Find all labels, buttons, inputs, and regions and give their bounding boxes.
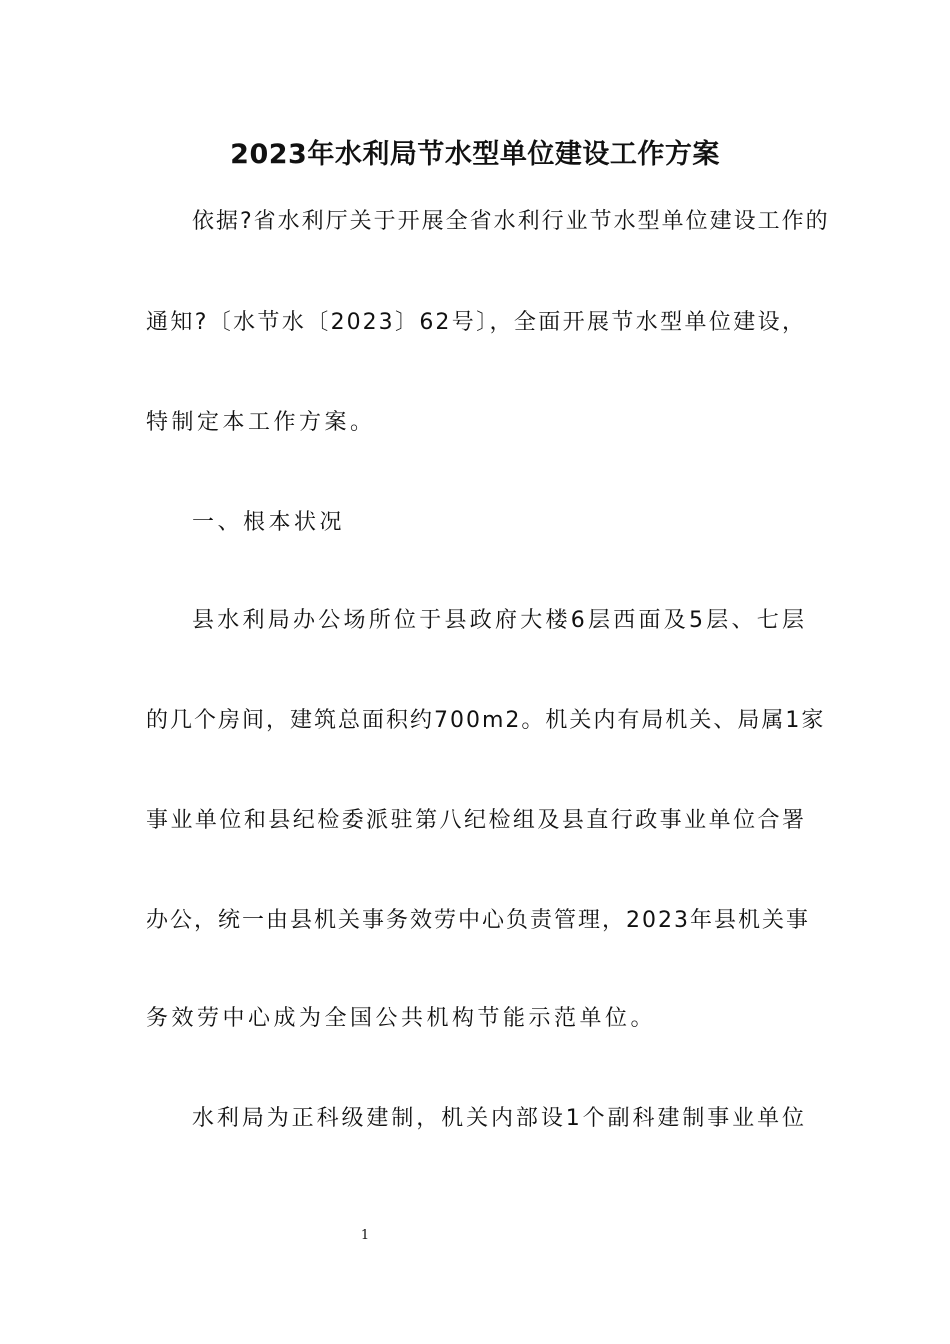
paragraph-line: 通知?〔水节水〔2023〕62号〕，全面开展节水型单位建设， bbox=[146, 310, 806, 335]
paragraph-line: 特制定本工作方案。 bbox=[146, 410, 376, 435]
paragraph-line: 事业单位和县纪检委派驻第八纪检组及县直行政事业单位合署 bbox=[146, 808, 806, 833]
paragraph-line: 的几个房间，建筑总面积约700m2。机关内有局机关、局属1家 bbox=[146, 708, 826, 733]
paragraph-line: 办公，统一由县机关事务效劳中心负责管理，2023年县机关事 bbox=[146, 908, 810, 933]
paragraph-line: 依据?省水利厅关于开展全省水利行业节水型单位建设工作的 bbox=[192, 209, 830, 234]
paragraph-line: 县水利局办公场所位于县政府大楼6层西面及5层、七层 bbox=[192, 608, 806, 633]
paragraph-line: 水利局为正科级建制，机关内部设1个副科建制事业单位 bbox=[192, 1106, 806, 1131]
paragraph-line: 务效劳中心成为全国公共机构节能示范单位。 bbox=[146, 1006, 657, 1031]
document-title: 2023年水利局节水型单位建设工作方案 bbox=[230, 139, 720, 170]
page-number: 1 bbox=[360, 1228, 370, 1243]
section-heading: 一、根本状况 bbox=[192, 510, 346, 535]
